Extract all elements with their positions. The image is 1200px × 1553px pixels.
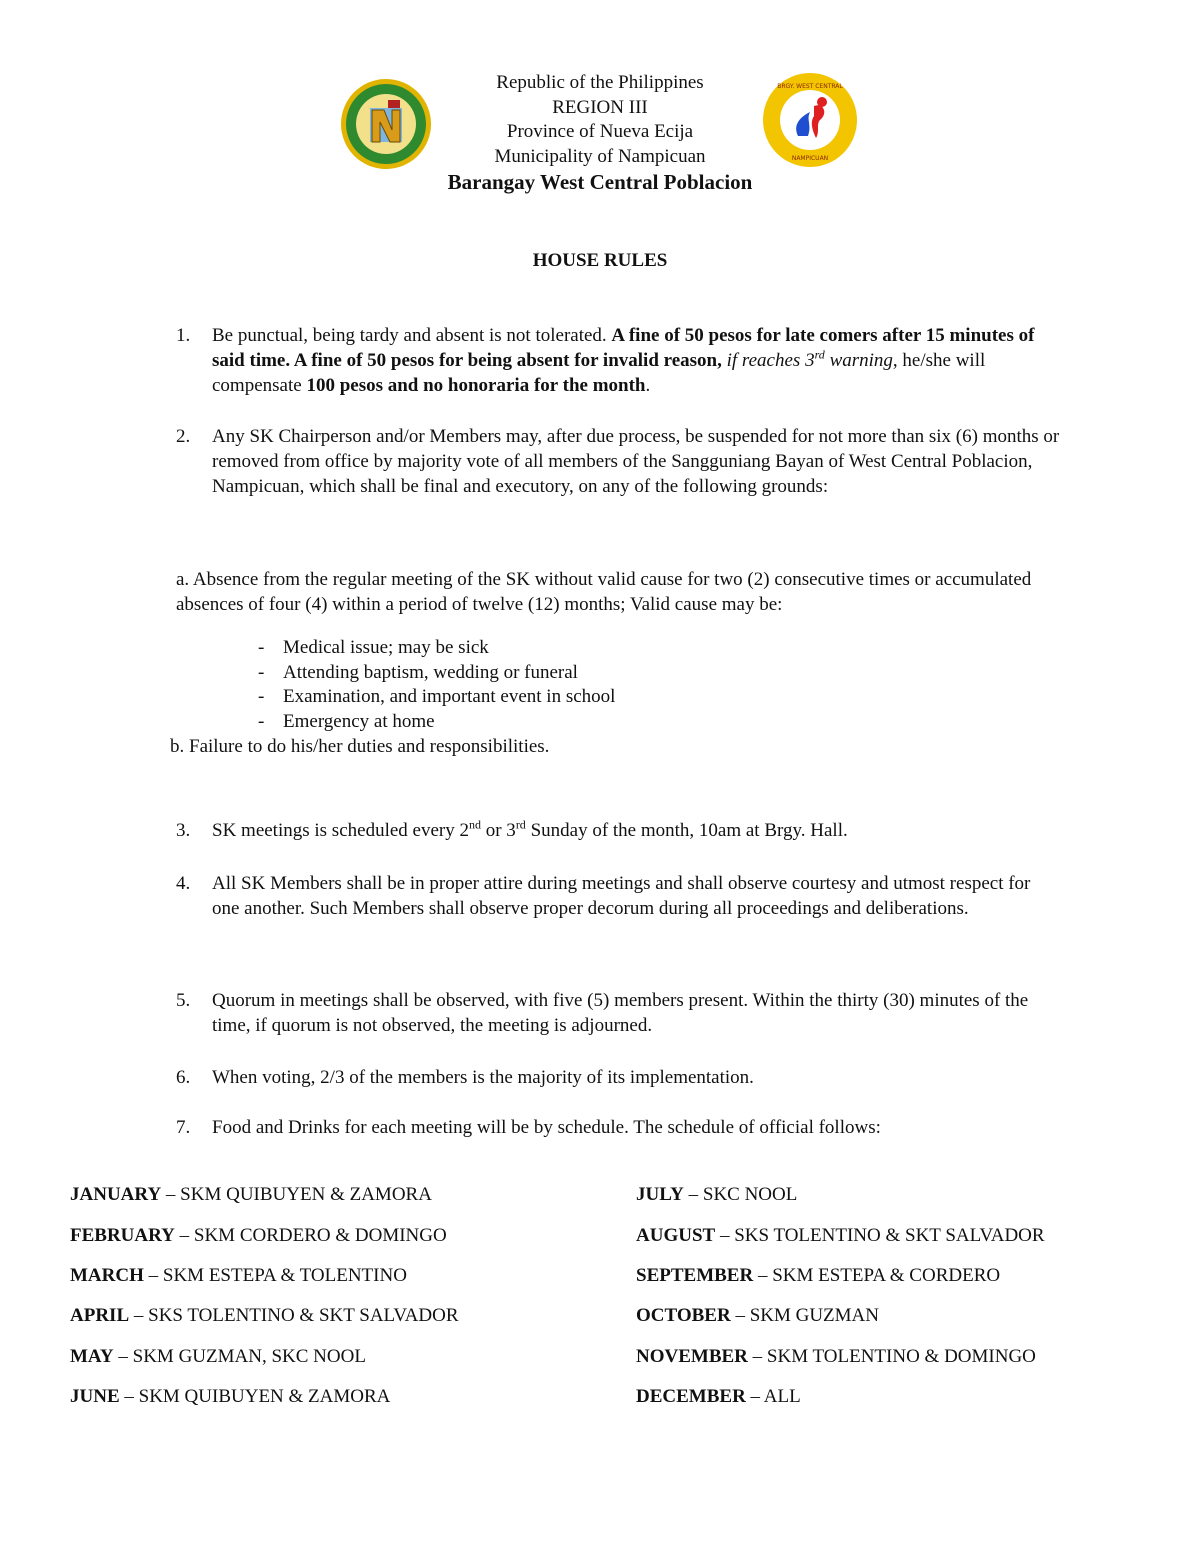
schedule-month: MARCH <box>70 1265 144 1286</box>
schedule-row <box>70 1385 390 1409</box>
schedule-sep: – <box>753 1265 773 1286</box>
rule-4-text: All SK Members shall be in proper attire during meetings and shall observe courtesy and utmost respect for one another. Such Members shall observe proper decorum during all proceedings and deliberations. <box>212 873 1031 919</box>
rule-number: 6. <box>176 1067 191 1088</box>
rule-5-text: Quorum in meetings shall be observed, with five (5) members present. Within the thirty (30) minutes of the time, if quorum is not observed, the meeting is adjourned. <box>212 990 1029 1036</box>
rule-number: 2. <box>176 426 191 447</box>
dash-bullet: - <box>258 662 265 683</box>
schedule-row <box>636 1345 1036 1369</box>
rule-3-sup-b: rd <box>515 817 526 832</box>
schedule-assigned: SKM QUIBUYEN & ZAMORA <box>138 1386 391 1407</box>
schedule-assigned: SKM GUZMAN <box>749 1305 880 1326</box>
schedule-row <box>636 1224 1045 1248</box>
header-republic: Republic of the Philippines <box>496 72 704 93</box>
dash-bullet: - <box>258 686 265 707</box>
schedule-row <box>636 1304 879 1328</box>
schedule-row <box>70 1264 407 1288</box>
rule-1-text-a: Be punctual, being tardy and absent is not tolerated. <box>212 325 612 346</box>
schedule-row <box>636 1264 1000 1288</box>
schedule-month: APRIL <box>70 1305 130 1326</box>
schedule-row <box>636 1183 797 1207</box>
rule-1-text-b: A fine of 50 pesos for late comers after 15 minutes of said time. A fine of 50 pesos for being absent for invalid reason, <box>212 325 1035 371</box>
rule-1-text-e: , he/she will compensate <box>212 350 986 396</box>
schedule-assigned: SKM ESTEPA & TOLENTINO <box>162 1265 407 1286</box>
sk-seal-arc-text-bottom: NAMPICUAN <box>791 155 829 162</box>
valid-cause-text: Attending baptism, wedding or funeral <box>283 662 578 683</box>
rule-3-sup-a: nd <box>468 817 481 832</box>
schedule-month: MAY <box>70 1346 114 1367</box>
schedule-assigned: SKC NOOL <box>702 1184 798 1205</box>
header-municipality: Municipality of Nampicuan <box>494 146 706 167</box>
schedule-sep: – <box>161 1184 181 1205</box>
schedule-sep: – <box>747 1346 767 1367</box>
rule-number: 7. <box>176 1117 191 1138</box>
header-province: Province of Nueva Ecija <box>506 121 694 142</box>
schedule-month: AUGUST <box>636 1225 716 1246</box>
schedule-row <box>636 1385 801 1409</box>
ground-a: a. Absence from the regular meeting of the SK without valid cause for two (2) consecutive times or accumulated absences of four (4) within a period of twelve (12) months; Valid cause may be: <box>176 569 1032 615</box>
schedule-sep: – <box>129 1305 149 1326</box>
schedule-sep: – <box>113 1346 133 1367</box>
schedule-month: NOVEMBER <box>636 1346 748 1367</box>
schedule-month: SEPTEMBER <box>636 1265 754 1286</box>
rule-number: 1. <box>176 325 191 346</box>
valid-cause-text: Medical issue; may be sick <box>283 637 489 658</box>
schedule-assigned: SKS TOLENTINO & SKT SALVADOR <box>148 1305 459 1326</box>
rule-7-text: Food and Drinks for each meeting will be by schedule. The schedule of official follows: <box>212 1117 881 1138</box>
schedule-month: JANUARY <box>70 1184 162 1205</box>
schedule-month: OCTOBER <box>636 1305 731 1326</box>
schedule-assigned: SKM ESTEPA & CORDERO <box>772 1265 1001 1286</box>
schedule-assigned: SKM CORDERO & DOMINGO <box>193 1225 447 1246</box>
page-title: HOUSE RULES <box>532 250 668 271</box>
rule-3-text-c: Sunday of the month, 10am at Brgy. Hall. <box>525 820 848 841</box>
sk-seal-arc-text: BRGY. WEST CENTRAL <box>777 83 843 90</box>
schedule-assigned: SKS TOLENTINO & SKT SALVADOR <box>734 1225 1045 1246</box>
rule-number: 5. <box>176 990 191 1011</box>
rule-1-text-d: warning <box>829 350 893 371</box>
schedule-row <box>70 1345 366 1369</box>
schedule-row <box>70 1224 447 1248</box>
rule-6-text: When voting, 2/3 of the members is the majority of its implementation. <box>212 1067 754 1088</box>
schedule-sep: – <box>745 1386 764 1407</box>
schedule-month: DECEMBER <box>636 1386 746 1407</box>
schedule-sep: – <box>683 1184 703 1205</box>
schedule-row <box>70 1183 432 1207</box>
schedule-assigned: ALL <box>763 1386 801 1407</box>
dash-bullet: - <box>258 637 265 658</box>
schedule-sep: – <box>119 1386 139 1407</box>
schedule-assigned: SKM QUIBUYEN & ZAMORA <box>180 1184 432 1205</box>
schedule-assigned: SKM TOLENTINO & DOMINGO <box>766 1346 1036 1367</box>
rule-3-text-b: or 3 <box>480 820 516 841</box>
header-region: REGION III <box>552 97 648 118</box>
rule-1-text-f: 100 pesos and no honoraria for the month <box>306 375 646 396</box>
schedule-sep: – <box>174 1225 194 1246</box>
rule-3-text-a: SK meetings is scheduled every 2 <box>212 820 469 841</box>
schedule-sep: – <box>715 1225 735 1246</box>
valid-cause-text: Emergency at home <box>283 711 435 732</box>
ground-b: b. Failure to do his/her duties and responsibilities. <box>170 736 550 757</box>
rule-1-text-g: . <box>645 375 651 396</box>
rule-2-text: Any SK Chairperson and/or Members may, after due process, be suspended for not more than six (6) months or removed from office by majority vote of all members of the Sangguniang Bayan of West Central Poblacion, Nampicuan, which shall be final and executory, on any of the following grounds: <box>212 426 1060 497</box>
schedule-month: JULY <box>636 1184 684 1205</box>
rule-number: 3. <box>176 820 191 841</box>
rule-1-text-c: if reaches 3 <box>726 350 815 371</box>
schedule-month: FEBRUARY <box>70 1225 175 1246</box>
rule-1-sup: rd <box>814 347 825 362</box>
schedule-sep: – <box>730 1305 750 1326</box>
schedule-sep: – <box>143 1265 163 1286</box>
dash-bullet: - <box>258 711 265 732</box>
valid-cause-text: Examination, and important event in school <box>283 686 616 707</box>
schedule-assigned: SKM GUZMAN, SKC NOOL <box>132 1346 366 1367</box>
header-barangay: Barangay West Central Poblacion <box>447 170 753 194</box>
rule-number: 4. <box>176 873 191 894</box>
schedule-row <box>70 1304 459 1328</box>
schedule-month: JUNE <box>70 1386 120 1407</box>
